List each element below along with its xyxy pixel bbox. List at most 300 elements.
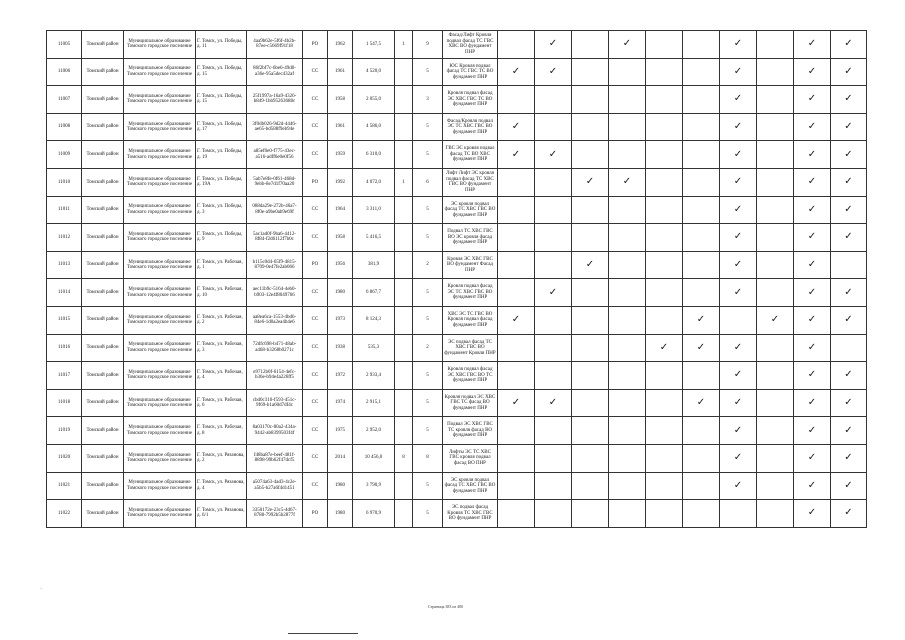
house-uid-cell: 72dfc698-b471-48ab-a468-b3268b0271c [247,334,303,362]
checkmark-icon: ✓ [733,93,743,105]
house-uid-cell: 3f0db026-9d2d-4446-ae65-bd588f9eb94e [247,113,303,141]
owner-cell: Муниципальное образование Томского городское поселение [124,417,196,445]
address-cell: Г. Томск, ул. Победы, д. 19 [196,141,247,169]
check-cell [794,417,831,445]
check-cell [794,31,831,59]
check-cell [683,58,720,86]
check-cell [609,31,646,59]
year-cell: 1980 [328,472,353,500]
check-cell [572,334,609,362]
works-list-cell: ЮС Кровля подвал фасад ТС ГВС ТС ВО фундамент ПНР [443,58,498,86]
house-uid-cell: aa8ea6ca-1553-4bd6-84e6-1d0a2ea4b4e6 [247,306,303,334]
owner-cell: Муниципальное образование Томского городское поселение [124,196,196,224]
check-cell [831,168,867,196]
check-cell [572,58,609,86]
signature-line [288,633,358,634]
entrances-cell: 5 [413,417,443,445]
check-cell [609,113,646,141]
area-cell: 5 416,5 [353,224,395,252]
year-cell: 1938 [328,334,353,362]
check-cell [646,306,683,334]
year-cell: 1958 [328,224,353,252]
house-uid-cell: a5074a63-4ad3-4c2e-a5b5-b27a6f4d1451 [247,472,303,500]
check-cell [720,58,757,86]
district-cell: Томский район [82,31,124,59]
check-cell [646,279,683,307]
area-cell: 3 311,0 [353,196,395,224]
check-cell [646,224,683,252]
lifts-cell [395,500,413,528]
checkmark-icon: ✓ [844,148,853,160]
check-cell [646,168,683,196]
entrances-cell: 5 [413,224,443,252]
check-cell [609,279,646,307]
check-cell [683,417,720,445]
row-number: 11009 [47,141,82,169]
check-cell [498,196,535,224]
check-cell [757,334,794,362]
check-cell [498,389,535,417]
year-cell: 1961 [328,58,353,86]
check-cell [498,472,535,500]
check-cell [683,251,720,279]
check-cell [646,334,683,362]
year-cell: 1980 [328,500,353,528]
check-cell [794,141,831,169]
check-cell [720,86,757,114]
check-cell [683,306,720,334]
row-number: 11013 [47,251,82,279]
house-uid-cell: 3350172e-23c5-4d67-8788-7992b5b2877f [247,500,303,528]
check-cell [535,224,572,252]
district-cell: Томский район [82,58,124,86]
area-cell: 2 055,0 [353,86,395,114]
check-cell [683,279,720,307]
row-number: 11014 [47,279,82,307]
check-cell [683,113,720,141]
check-cell [757,362,794,390]
entrances-cell: 5 [413,362,443,390]
check-cell [498,141,535,169]
margin-mark: · [40,586,42,592]
check-cell [535,306,572,334]
check-cell [720,362,757,390]
check-cell [683,86,720,114]
works-list-cell: Лифт Лифт ЭС кровля подвал фасад ТС ХВС ГВС ВО фундамент ПНР [443,168,498,196]
address-cell: Г. Томск, ул. Победы, д. 19А [196,168,247,196]
checkmark-icon: ✓ [807,314,817,326]
check-cell [831,224,867,252]
checkmark-icon: ✓ [844,369,853,381]
area-cell: 1 547,5 [353,31,395,59]
check-cell [572,306,609,334]
area-cell: 6 310,0 [353,141,395,169]
check-cell [683,389,720,417]
check-cell [572,279,609,307]
check-cell [831,31,867,59]
address-cell: Г. Томск, ул. Рязанова, д. 2 [196,444,247,472]
check-cell [720,389,757,417]
check-cell [646,196,683,224]
lifts-cell [395,86,413,114]
area-cell: 2 915,1 [353,389,395,417]
check-cell [609,224,646,252]
area-cell: 4 586,0 [353,113,395,141]
check-cell [794,113,831,141]
works-list-cell: ХВС ЭС ТС ГВС ВО Кровля подвал фасад фундамент ПНР [443,306,498,334]
check-cell [720,500,757,528]
house-uid-cell: f48ba87e-beef-481f-8898-99b62f47dcf5 [247,444,303,472]
check-cell [572,113,609,141]
check-cell [609,334,646,362]
check-cell [646,444,683,472]
checkmark-icon: ✓ [844,397,853,409]
checkmark-icon: ✓ [770,314,780,326]
entrances-cell: 5 [413,141,443,169]
check-cell [498,168,535,196]
checkmark-icon: ✓ [511,397,521,409]
table-row [47,31,867,59]
lifts-cell [395,472,413,500]
checkmark-icon: ✓ [733,121,743,133]
checkmark-icon: ✓ [844,479,853,491]
house-uid-cell: aec11b9c-5164-4eb0-b903-12e4f8049766 [247,279,303,307]
year-cell: 2014 [328,444,353,472]
wall-type-cell: РО [303,31,328,59]
area-cell: 535,3 [353,334,395,362]
checkmark-icon: ✓ [844,65,853,77]
check-cell [831,362,867,390]
owner-cell: Муниципальное образование Томского городское поселение [124,31,196,59]
checkmark-icon: ✓ [844,507,853,519]
checkmark-icon: ✓ [548,38,558,50]
checkmark-icon: ✓ [733,65,743,77]
check-cell [609,251,646,279]
checkmark-icon: ✓ [807,452,817,464]
check-cell [794,251,831,279]
checkmark-icon: ✓ [807,38,817,50]
check-cell [572,417,609,445]
checkmark-icon: ✓ [511,121,521,133]
check-cell [498,113,535,141]
works-list-cell: Лифты ЭС ТС ХВС ГВС кровля подвал фасад ВО ПНР [443,444,498,472]
house-uid-cell: 4aa9b62e-5f6f-4b2b-87ee-c5669f91f18 [247,31,303,59]
district-cell: Томский район [82,224,124,252]
area-cell: 6 970,9 [353,500,395,528]
checkmark-icon: ✓ [733,452,743,464]
entrances-cell: 6 [413,168,443,196]
table-row [47,196,867,224]
district-cell: Томский район [82,168,124,196]
checkmark-icon: ✓ [696,341,706,353]
entrances-cell: 5 [413,306,443,334]
checkmark-icon: ✓ [807,93,817,105]
works-list-cell: Подвал ЭС ХВС ГВС ТС кровля фасад ВО фундамент ПНР [443,417,498,445]
check-cell [498,417,535,445]
table-row [47,362,867,390]
check-cell [794,472,831,500]
entrances-cell: 5 [413,279,443,307]
check-cell [572,224,609,252]
owner-cell: Муниципальное образование Томского городское поселение [124,279,196,307]
checkmark-icon: ✓ [622,176,632,188]
checkmark-icon: ✓ [807,286,817,298]
check-cell [498,334,535,362]
check-cell [757,196,794,224]
house-uid-cell: 088da29e-272b-46a7-8f0e-a9be0ab9e69f [247,196,303,224]
works-list-cell: ГВС ЭС кровля подвал фасад ТС ВО ХВС фундамент ПНР [443,141,498,169]
check-cell [535,389,572,417]
works-list-cell: Кровля подвал фасад ЭС ХВС ГВС ВО ТС фундамент ПНР [443,362,498,390]
checkmark-icon: ✓ [659,341,669,353]
table-row [47,500,867,528]
checkmark-icon: ✓ [733,203,743,215]
wall-type-cell: СС [303,362,328,390]
check-cell [794,58,831,86]
check-cell [572,444,609,472]
check-cell [757,224,794,252]
check-cell [720,141,757,169]
check-cell [720,113,757,141]
check-cell [572,168,609,196]
row-number: 11012 [47,224,82,252]
area-cell: 8 124,3 [353,306,395,334]
check-cell [757,306,794,334]
wall-type-cell: СС [303,113,328,141]
check-cell [535,113,572,141]
check-cell [757,279,794,307]
entrances-cell: 5 [413,196,443,224]
owner-cell: Муниципальное образование Томского городское поселение [124,86,196,114]
area-cell: 4 520,0 [353,58,395,86]
checkmark-icon: ✓ [585,176,595,188]
year-cell: 1973 [328,306,353,334]
check-cell [572,196,609,224]
works-list-cell: ЭС кровля подвал фасад ТС ХВС ГВС ВО фундамент ПНР [443,196,498,224]
checkmark-icon: ✓ [844,203,853,215]
checkmark-icon: ✓ [733,369,743,381]
check-cell [683,334,720,362]
table-row [47,141,867,169]
check-cell [646,472,683,500]
row-number: 11017 [47,362,82,390]
row-number: 11015 [47,306,82,334]
address-cell: Г. Томск, ул. Рабочая, д. 6 [196,389,247,417]
address-cell: Г. Томск, ул. Победы, д. 9 [196,224,247,252]
check-cell [794,306,831,334]
lifts-cell: 1 [395,168,413,196]
owner-cell: Муниципальное образование Томского городское поселение [124,251,196,279]
row-number: 11006 [47,58,82,86]
check-cell [757,472,794,500]
checkmark-icon: ✓ [733,259,743,271]
checkmark-icon: ✓ [844,121,853,133]
check-cell [683,500,720,528]
check-cell [535,168,572,196]
entrances-cell: 5 [413,389,443,417]
checkmark-icon: ✓ [548,65,558,77]
check-cell [831,113,867,141]
checkmark-icon: ✓ [844,424,853,436]
check-cell [535,141,572,169]
check-cell [535,417,572,445]
owner-cell: Муниципальное образование Томского городское поселение [124,224,196,252]
check-cell [794,444,831,472]
checkmark-icon: ✓ [733,397,743,409]
row-number: 11019 [47,417,82,445]
owner-cell: Муниципальное образование Томского городское поселение [124,334,196,362]
check-cell [794,500,831,528]
lifts-cell [395,58,413,86]
wall-type-cell: СС [303,334,328,362]
area-cell: 2 952,0 [353,417,395,445]
wall-type-cell: СС [303,86,328,114]
entrances-cell: 5 [413,58,443,86]
check-cell [683,196,720,224]
wall-type-cell: СС [303,224,328,252]
entrances-cell: 5 [413,113,443,141]
address-cell: Г. Томск, ул. Рязанова, д. 4 [196,472,247,500]
area-cell: 2 933,4 [353,362,395,390]
year-cell: 1972 [328,362,353,390]
district-cell: Томский район [82,444,124,472]
table-row [47,113,867,141]
works-list-cell: Кровля подвал ЭС ХВС ГВС ТС фасад ВО фундамент ПНР [443,389,498,417]
district-cell: Томский район [82,306,124,334]
check-cell [646,86,683,114]
lifts-cell [395,389,413,417]
checkmark-icon: ✓ [733,38,743,50]
house-uid-cell: 5ab7e8fe-0f61-468d-9ebb-8e7d1f70aa20 [247,168,303,196]
check-cell [535,279,572,307]
district-cell: Томский район [82,362,124,390]
check-cell [609,417,646,445]
wall-type-cell: СС [303,58,328,86]
address-cell: Г. Томск, ул. Рабочая, д. 8 [196,417,247,445]
row-number: 11011 [47,196,82,224]
checkmark-icon: ✓ [733,424,743,436]
wall-type-cell: СС [303,306,328,334]
check-cell [831,500,867,528]
year-cell: 1956 [328,251,353,279]
check-cell [572,389,609,417]
works-list-cell: Кровля подвал фасад ЭС ХВС ГВС ТС ВО фундамент ПНР [443,86,498,114]
row-number: 11021 [47,472,82,500]
check-cell [720,168,757,196]
check-cell [535,500,572,528]
table-row [47,417,867,445]
check-cell [831,389,867,417]
check-cell [720,196,757,224]
row-number: 11018 [47,389,82,417]
check-cell [609,168,646,196]
wall-type-cell: РО [303,500,328,528]
lifts-cell [395,362,413,390]
table-row [47,251,867,279]
check-cell [683,141,720,169]
address-cell: Г. Томск, ул. Рабочая, д. 1 [196,251,247,279]
year-cell: 1962 [328,31,353,59]
check-cell [646,251,683,279]
year-cell: 1964 [328,196,353,224]
check-cell [535,251,572,279]
house-uid-cell: 86f2bf7c-6be6-49d0-a36e-95a5dec432af [247,58,303,86]
wall-type-cell: СС [303,444,328,472]
checkmark-icon: ✓ [807,369,817,381]
check-cell [831,417,867,445]
table-row [47,58,867,86]
check-cell [535,334,572,362]
check-cell [498,251,535,279]
address-cell: Г. Томск, ул. Рязанова, д. 6/1 [196,500,247,528]
check-cell [720,444,757,472]
district-cell: Томский район [82,251,124,279]
checkmark-icon: ✓ [844,38,853,50]
row-number: 11020 [47,444,82,472]
works-list-cell: Кровля ЭС ХВС ГВС ВО фундамент Фасад ПНР [443,251,498,279]
district-cell: Томский район [82,279,124,307]
table-row [47,86,867,114]
row-number: 11007 [47,86,82,114]
table-row [47,389,867,417]
entrances-cell: 5 [413,472,443,500]
year-cell: 1992 [328,168,353,196]
check-cell [498,279,535,307]
check-cell [609,306,646,334]
check-cell [498,86,535,114]
check-cell [498,31,535,59]
check-cell [757,58,794,86]
table-row [47,224,867,252]
checkmark-icon: ✓ [807,148,817,160]
area-cell: 3 790,9 [353,472,395,500]
check-cell [794,86,831,114]
checkmark-icon: ✓ [733,341,743,353]
checkmark-icon: ✓ [733,479,743,491]
checkmark-icon: ✓ [622,38,632,50]
row-number: 11008 [47,113,82,141]
checkmark-icon: ✓ [548,397,558,409]
entrances-cell: 8 [413,444,443,472]
works-list-cell: ЭС подвал фасад ТС ХВС ГВС ВО фундамент Кровля ПНР [443,334,498,362]
owner-cell: Муниципальное образование Томского городское поселение [124,472,196,500]
checkmark-icon: ✓ [844,93,853,105]
row-number: 11016 [47,334,82,362]
check-cell [683,224,720,252]
checkmark-icon: ✓ [844,286,853,298]
check-cell [757,141,794,169]
check-cell [757,168,794,196]
year-cell: 1959 [328,141,353,169]
check-cell [794,224,831,252]
district-cell: Томский район [82,141,124,169]
check-cell [572,86,609,114]
check-cell [831,86,867,114]
house-uid-cell: 8a03170c-80a2-434a-9442-ab8399503f4f [247,417,303,445]
check-cell [535,362,572,390]
checkmark-icon: ✓ [807,259,817,271]
checkmark-icon: ✓ [807,121,817,133]
check-cell [646,500,683,528]
table-row [47,334,867,362]
checkmark-icon: ✓ [807,203,817,215]
check-cell [535,58,572,86]
check-cell [757,444,794,472]
check-cell [720,472,757,500]
address-cell: Г. Томск, ул. Рабочая, д. 3 [196,334,247,362]
checkmark-icon: ✓ [844,314,853,326]
row-number: 11010 [47,168,82,196]
